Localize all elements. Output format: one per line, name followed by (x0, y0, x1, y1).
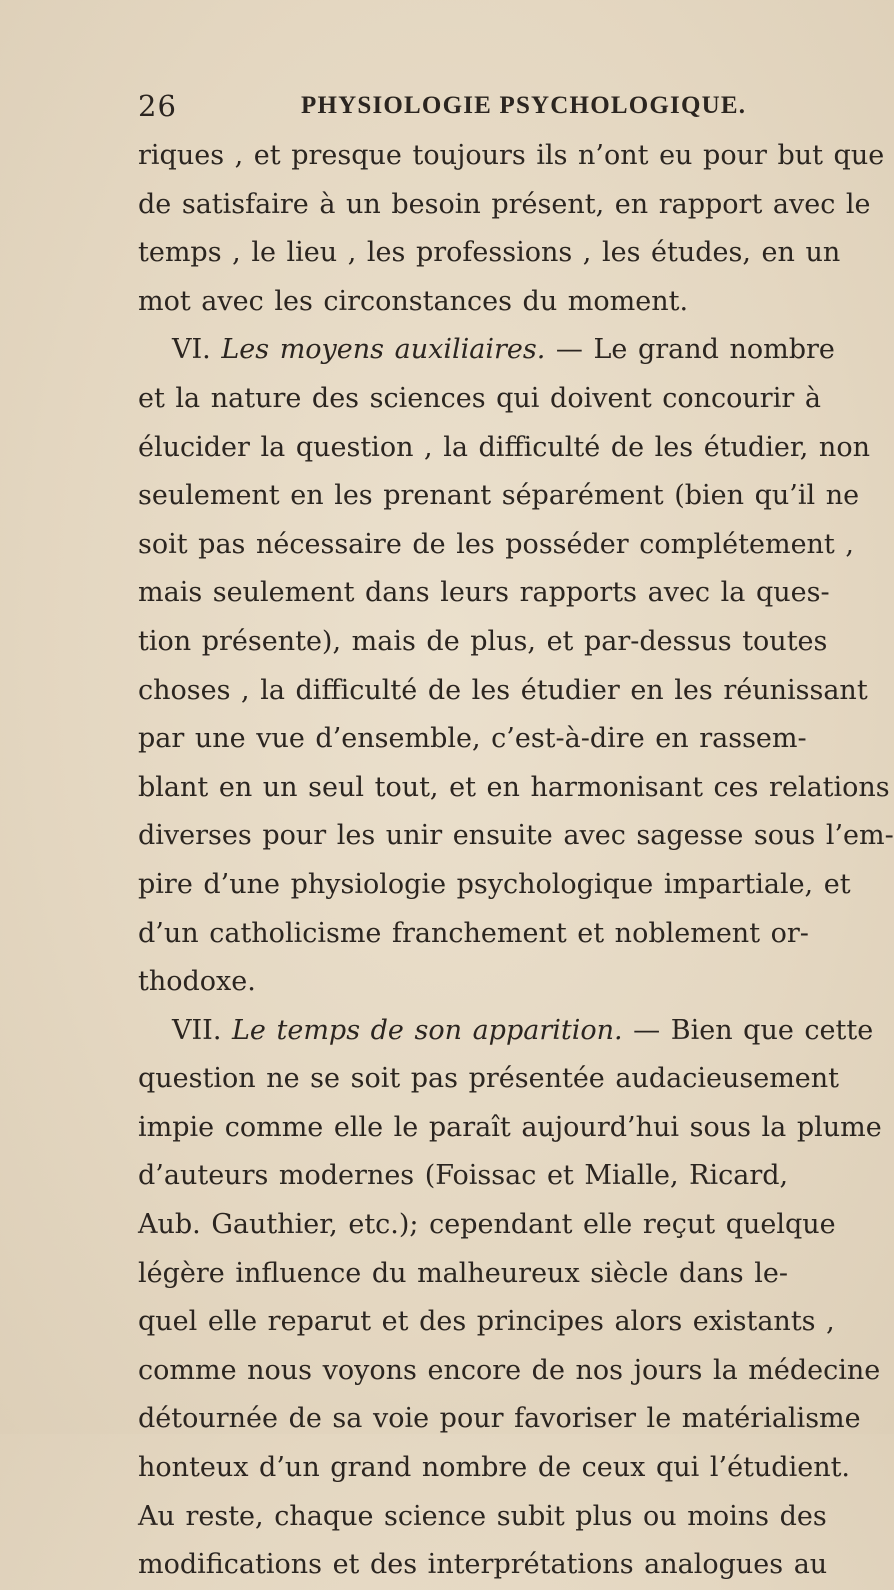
text-line: d’auteurs modernes (Foissac et Mialle, Ricard, (138, 1160, 789, 1192)
running-head (138, 86, 748, 126)
text-line: détournée de sa voie pour favoriser le matérialisme (138, 1403, 861, 1435)
section-number: VII. (172, 1014, 232, 1046)
text-line: modifications et des interprétations analogues au (138, 1549, 828, 1581)
text-line: mot avec les circonstances du moment. (138, 285, 689, 317)
section-title: Le temps de son apparition. (232, 1014, 623, 1046)
text-line: mais seulement dans leurs rapports avec la ques- (138, 577, 830, 609)
body-text (138, 132, 894, 1590)
text-line: élucider la question , la difficulté de les étudier, non (138, 431, 870, 463)
text-line: légère influence du malheureux siècle dans le- (138, 1257, 788, 1289)
text-line: d’un catholicisme franchement et noblement or- (138, 917, 809, 949)
text-line: honteux d’un grand nombre de ceux qui l’étudient. (138, 1452, 851, 1484)
text-line: impie comme elle le paraît aujourd’hui sous la plume (138, 1111, 882, 1143)
text-line: et la nature des sciences qui doivent concourir à (138, 382, 821, 414)
text-line: question ne se soit pas présentée audacieusement (138, 1063, 840, 1095)
text-line: Aub. Gauthier, etc.); cependant elle reçut quelque (138, 1209, 836, 1241)
section-heading-line (138, 326, 835, 375)
text-line: pire d’une physiologie psychologique impartiale, et (138, 868, 851, 900)
text-line: seulement en les prenant séparément (bien qu’il ne (138, 480, 860, 512)
text-line: comme nous voyons encore de nos jours la médecine (138, 1354, 881, 1386)
text-line: soit pas nécessaire de les posséder complétement , (138, 528, 854, 560)
text-line: temps , le lieu , les professions , les études, en un (138, 237, 841, 269)
section-heading-line (138, 1007, 874, 1056)
page-number: 26 (138, 89, 177, 123)
text-line: de satisfaire à un besoin présent, en rapport avec le (138, 188, 871, 220)
text-line: quel elle reparut et des principes alors existants , (138, 1306, 835, 1338)
text-line: riques , et presque toujours ils n’ont eu pour but que (138, 140, 885, 171)
text-line: par une vue d’ensemble, c’est-à-dire en rassem- (138, 723, 807, 755)
text-line: tion présente), mais de plus, et par-dessus toutes (138, 625, 828, 657)
text-line: thodoxe. (138, 966, 256, 998)
section-title: Les moyens auxiliaires. (221, 334, 546, 366)
running-title: PHYSIOLOGIE PSYCHOLOGIQUE. (301, 92, 747, 119)
text-line: Au reste, chaque science subit plus ou moins des (138, 1500, 827, 1532)
section-text: — Bien que cette (622, 1014, 874, 1046)
text-line: blant en un seul tout, et en harmonisant ces relations (138, 771, 890, 803)
section-text: — Le grand nombre (545, 334, 835, 366)
section-number: VI. (172, 334, 222, 366)
text-line: choses , la difficulté de les étudier en les réunissant (138, 674, 868, 706)
text-line: diverses pour les unir ensuite avec sagesse sous l’em- (138, 820, 894, 852)
